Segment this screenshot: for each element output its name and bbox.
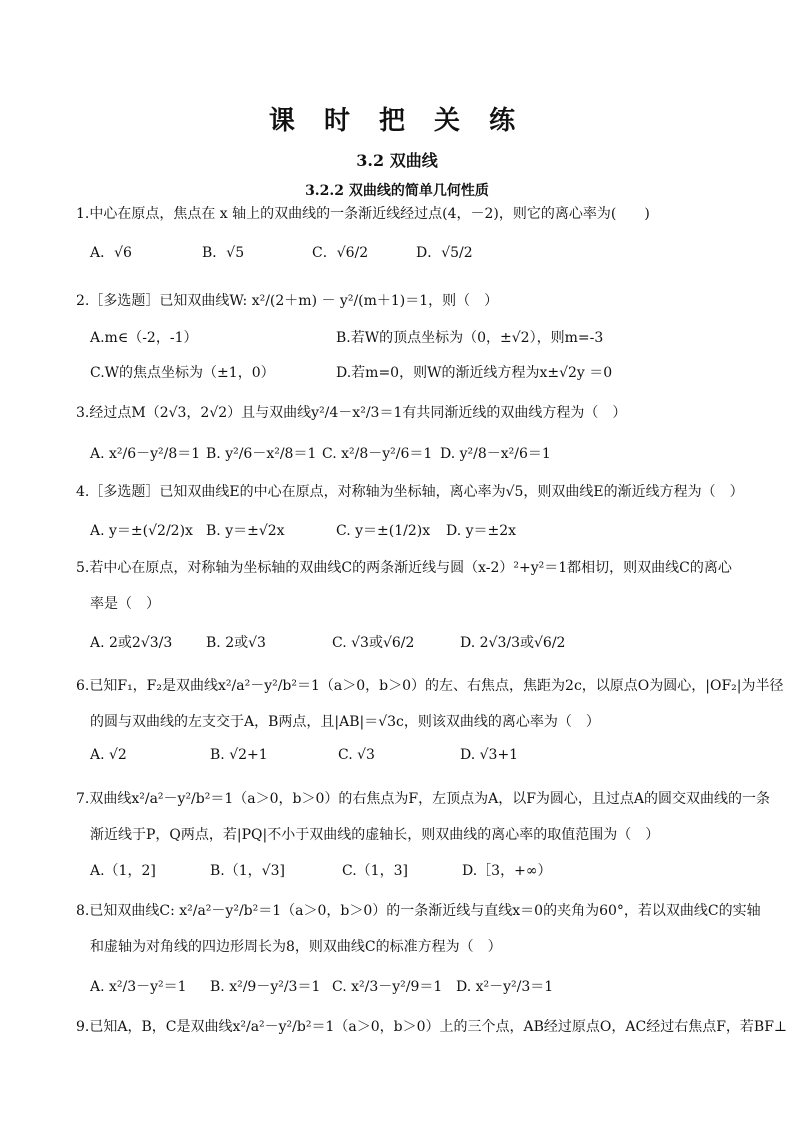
question-6-text: 6.已知F₁，F₂是双曲线x²/a²－y²/b²＝1（a＞0，b＞0）的左、右焦点，焦距为2c，以原点O为圆心，|OF₂|为半径	[76, 678, 784, 694]
question-7-text: 7.双曲线x²/a²－y²/b²＝1（a＞0，b＞0）的右焦点为F，左顶点为A，以F为圆心，且过点A的圆交双曲线的一条	[76, 791, 771, 807]
question-7-text-cont: 渐近线于P，Q两点，若|PQ|不小于双曲线的虚轴长，则双曲线的离心率的取值范围为（ ）	[90, 827, 660, 843]
question-8-text-cont: 和虚轴为对角线的四边形周长为8，则双曲线C的标准方程为（ ）	[90, 939, 502, 955]
q7-option-c: C.（1，3]	[342, 863, 408, 879]
section-heading: 3.2 双曲线	[356, 151, 438, 170]
q7-option-a: A.（1，2]	[90, 863, 156, 879]
question-9-text: 9.已知A，B，C是双曲线x²/a²－y²/b²＝1（a＞0，b＞0）上的三个点，AB经过原点O，AC经过右焦点F，若BF⊥	[76, 1019, 788, 1035]
q2-option-d: D.若m=0，则W的渐近线方程为x±√2y ＝0	[336, 365, 613, 381]
question-8-text: 8.已知双曲线C: x²/a²－y²/b²＝1（a＞0，b＞0）的一条渐近线与直线x＝0的夹角为60°，若以双曲线C的实轴	[76, 903, 761, 919]
question-2-text: 2.［多选题］已知双曲线W: x²/(2＋m) － y²/(m＋1)＝1，则（ ）	[76, 293, 499, 309]
q3-option-b: B. y²/6－x²/8＝1	[206, 446, 317, 462]
q4-option-b: B. y＝±√2x	[206, 523, 285, 539]
q3-option-d: D. y²/8－x²/6＝1	[440, 446, 551, 462]
q1-option-b: B．√5	[202, 245, 245, 261]
q4-option-c: C. y＝±(1/2)x	[336, 523, 431, 539]
q8-option-c: C. x²/3－y²/9＝1	[332, 979, 443, 995]
q6-option-a: A. √2	[90, 747, 127, 763]
q7-option-d: D.［3，+∞）	[462, 863, 552, 879]
q1-option-d: D．√5/2	[416, 245, 473, 261]
question-4-text: 4.［多选题］已知双曲线E的中心在原点，对称轴为坐标轴，离心率为√5，则双曲线E的渐近线方程为（ ）	[76, 484, 744, 500]
question-5-text-cont: 率是（ ）	[90, 596, 160, 612]
q4-option-d: D. y＝±2x	[446, 523, 517, 539]
q5-option-c: C. √3或√6/2	[332, 635, 415, 651]
question-1-text: 1.中心在原点，焦点在 x 轴上的双曲线的一条渐近线经过点(4，－2)，则它的离心率为( )	[76, 206, 650, 222]
subsection-heading: 3.2.2 双曲线的简单几何性质	[305, 183, 489, 199]
q2-option-c: C.W的焦点坐标为（±1，0）	[90, 365, 275, 381]
q8-option-b: B. x²/9－y²/3＝1	[210, 979, 321, 995]
q6-option-c: C. √3	[338, 747, 375, 763]
q1-option-a: A．√6	[90, 245, 132, 261]
q5-option-b: B. 2或√3	[206, 635, 266, 651]
q2-option-b: B.若W的顶点坐标为（0，±√2），则m=-3	[336, 330, 604, 346]
q6-option-b: B. √2+1	[210, 747, 268, 763]
q3-option-a: A. x²/6－y²/8＝1	[90, 446, 201, 462]
q1-option-c: C．√6/2	[312, 245, 369, 261]
q5-option-a: A. 2或2√3/3	[90, 635, 173, 651]
q8-option-d: D. x²－y²/3＝1	[456, 979, 554, 995]
q6-option-d: D. √3+1	[460, 747, 519, 763]
question-3-text: 3.经过点M（2√3，2√2）且与双曲线y²/4－x²/3＝1有共同渐近线的双曲线方程为（ ）	[76, 405, 627, 421]
page-title: 课 时 把 关 练	[268, 106, 526, 136]
question-6-text-cont: 的圆与双曲线的左支交于A，B两点，且|AB|＝√3c，则该双曲线的离心率为（ ）	[90, 714, 600, 730]
q8-option-a: A. x²/3－y²＝1	[90, 979, 187, 995]
question-5-text: 5.若中心在原点，对称轴为坐标轴的双曲线C的两条渐近线与圆（x-2）²+y²＝1都相切，则双曲线C的离心	[76, 560, 732, 576]
q4-option-a: A. y＝±(√2/2)x	[90, 523, 193, 539]
q5-option-d: D. 2√3/3或√6/2	[460, 635, 566, 651]
q7-option-b: B.（1，√3]	[210, 863, 285, 879]
q3-option-c: C. x²/8－y²/6＝1	[322, 446, 433, 462]
q2-option-a: A.m∈（-2，-1）	[90, 330, 198, 346]
